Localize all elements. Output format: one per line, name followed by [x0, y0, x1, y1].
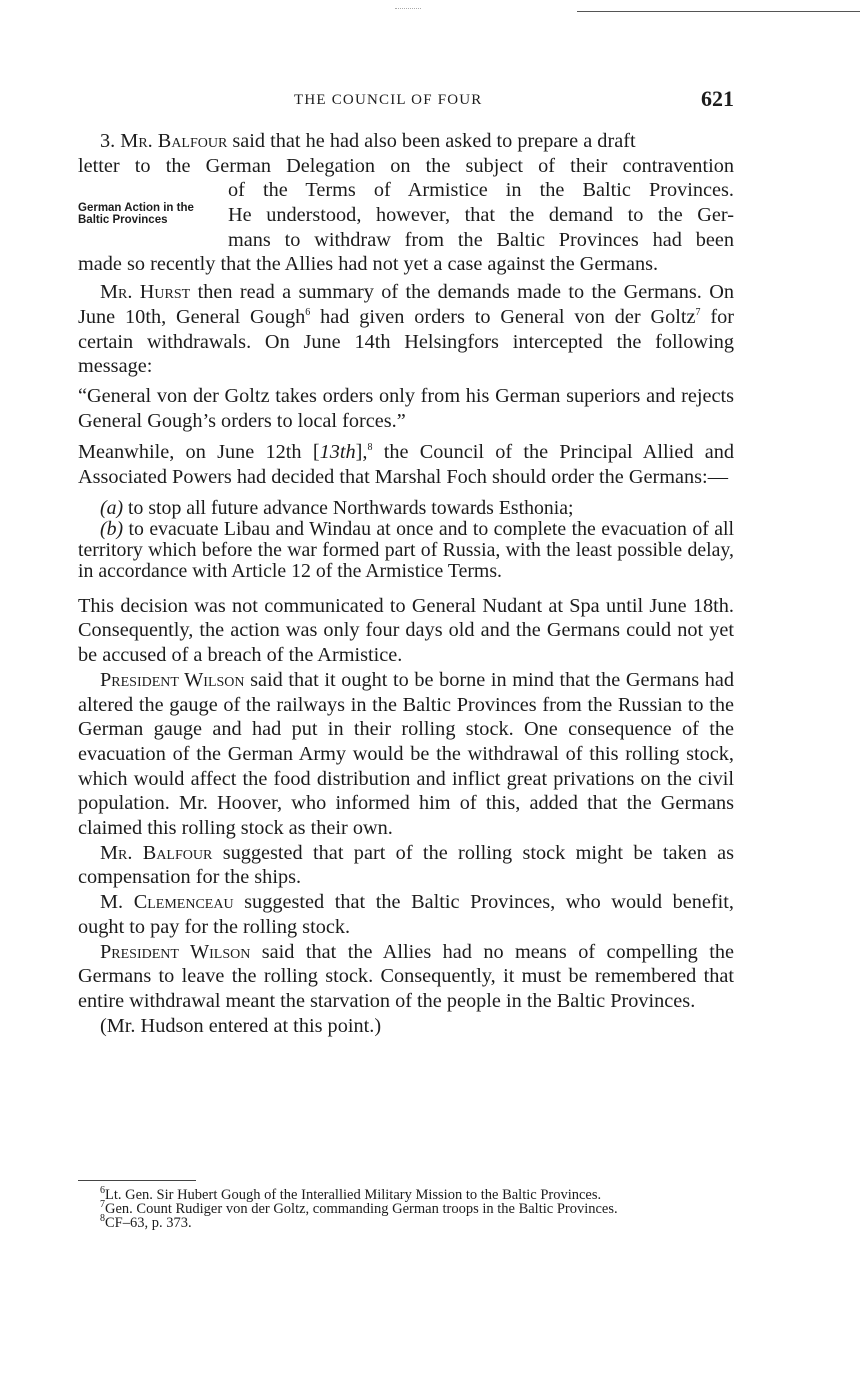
footnote-text: Lt. Gen. Sir Hubert Gough of the Interallied Military Mission to the Baltic Provinces.: [105, 1187, 602, 1203]
speaker-name: Mr. Hurst: [100, 281, 191, 304]
paragraph-6: [78, 841, 734, 890]
footnote-text: Gen. Count Rudiger von der Goltz, commanding German troops in the Baltic Provinces.: [105, 1201, 618, 1218]
paragraph-4: This decision was not communicated to General Nudant at Spa until June 18th. Consequently, the action was only four days old and the Germans could not yet be accused of a breach of the Armistice.: [78, 594, 734, 667]
footnote-mark: 6: [100, 1185, 105, 1197]
list-item: [78, 498, 734, 519]
paragraph-1-line-1: [78, 129, 734, 154]
paragraph-9: (Mr. Hudson entered at this point.): [100, 1014, 382, 1037]
indented-line: mans to withdraw from the Baltic Provinces had been: [228, 228, 734, 251]
footnote: [78, 1213, 734, 1232]
indented-text-block: [228, 178, 734, 252]
paragraph-text: suggested that part of the rolling stock might be taken as compensation for the ships.: [78, 841, 734, 889]
running-head: THE COUNCIL OF FOUR: [294, 92, 483, 108]
top-edge-mark: [395, 8, 421, 9]
paragraph-text: said that he had also been asked to prepare a draft: [227, 130, 636, 152]
paragraph-8: [78, 940, 734, 1014]
speaker-prefix: M.: [100, 891, 134, 914]
paragraph-text: for certain withdrawals. On June 14th Helsingfors intercepted the following message:: [78, 305, 735, 378]
paragraph-1-line-2: letter to the German Delegation on the subject of their contravention: [78, 154, 734, 177]
footnote-mark: 8: [100, 1213, 105, 1225]
footnote-text: CF–63, p. 373.: [105, 1215, 192, 1232]
speaker-name: President Wilson: [100, 668, 245, 691]
footnote-rule: [78, 1180, 196, 1181]
page-header: [78, 86, 734, 114]
paragraph-text: said that the Allies had no means of compelling the Germans to leave the rolling stock. Consequently, it must be remembered that entire withdrawal meant the starvation of the people in the Baltic Provinces.: [78, 940, 734, 1012]
top-edge-rule: [577, 11, 860, 12]
list-item-text: to stop all future advance Northwards towards Esthonia;: [123, 496, 574, 519]
list-marker: (a): [100, 496, 124, 519]
paragraph-text: suggested that the Baltic Provinces, who would benefit, ought to pay for the rolling stock.: [78, 891, 734, 938]
list-marker: (b): [100, 517, 124, 540]
footnote-ref: 6: [305, 307, 311, 319]
paragraph-7: [78, 890, 734, 939]
indented-line: of the Terms of Armistice in the Baltic Provinces.: [228, 179, 734, 202]
page-body: [78, 129, 734, 1038]
sidenote-row: [78, 178, 734, 252]
margin-sidenote: German Action in the Baltic Provinces: [78, 202, 194, 227]
paragraph-text: Meanwhile, on June 12th [: [78, 441, 320, 464]
paragraph-text: then read a summary of the demands made to the Germans. On June 10th, General Gough: [78, 281, 735, 328]
paragraph-text: said that it ought to be borne in mind that the Germans had altered the gauge of the railways in the Baltic Provinces from the Russian to the German gauge and had put in their rolling stock. One consequence of the evacuation of the German Army would be the withdrawal of this rolling stock, which would affect the food distribution and inflict great privations on the civil population. Mr. Hoover, who informed him of this, added that the Germans claimed this rolling stock as their own.: [78, 668, 734, 840]
list-item-text: to evacuate Libau and Windau at once and to complete the evacuation of all territory which before the war formed part of Russia, with the least possible delay, in accordance with Article 12 of the Armistice Terms.: [78, 517, 734, 582]
block-quote: “General von der Goltz takes orders only from his German superiors and rejects General Gough’s orders to local forces.”: [78, 384, 734, 432]
correction-italic: 13th: [319, 441, 356, 464]
paragraph-3: [78, 440, 734, 489]
footnote-ref: 7: [695, 307, 701, 319]
speaker-name: Mr. Balfour: [100, 841, 213, 864]
footnote-ref: 8: [367, 442, 373, 454]
speaker-name: President Wilson: [100, 940, 251, 963]
demands-list: [78, 498, 734, 582]
paragraph-text: the Council of the Principal Allied and Associated Powers had decided that Marshal Foch should order the Germans:—: [78, 441, 734, 489]
paragraph-1-tail: made so recently that the Allies had not yet a case against the Germans.: [78, 253, 659, 276]
paragraph-2: [78, 280, 734, 379]
indented-line: He understood, however, that the demand to the Ger-: [228, 204, 734, 227]
list-item: [78, 519, 734, 582]
page-number: 621: [701, 86, 734, 111]
paragraph-text: had given orders to General von der Goltz: [310, 305, 696, 328]
footnote-mark: 7: [100, 1199, 105, 1211]
paragraph-text: ],: [355, 441, 368, 464]
item-number: 3.: [100, 130, 121, 152]
speaker-name: Clemenceau: [133, 891, 234, 914]
speaker-name: Mr. Balfour: [120, 130, 228, 152]
footnotes: [78, 1185, 734, 1232]
paragraph-5: [78, 668, 734, 841]
